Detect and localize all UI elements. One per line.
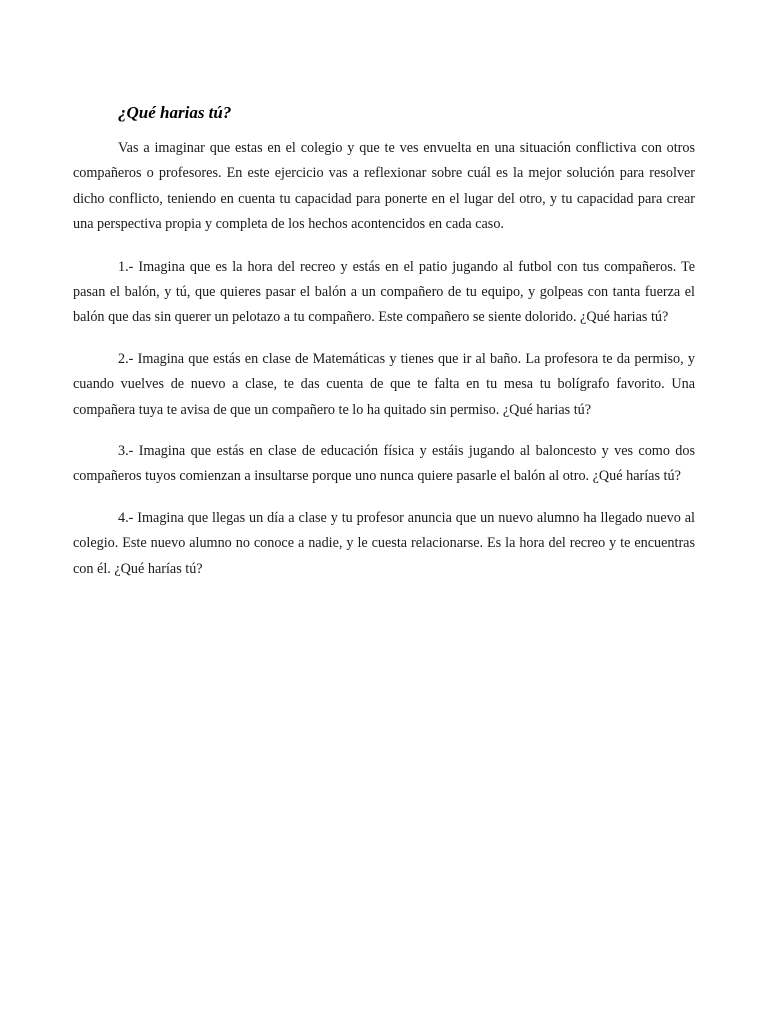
intro-paragraph: Vas a imaginar que estas en el colegio y que te ves envuelta en una situación conflictiva con otros compañeros o profesores. En este ejercicio vas a reflexionar sobre cuál es la mejor solución para resolver dicho conflicto, teniendo en cuenta tu capacidad para ponerte en el lugar del otro, y tu capacidad para crear una perspectiva propia y completa de los hechos acontencidos en cada caso. [73, 140, 695, 233]
question-4-paragraph: 4.- Imagina que llegas un día a clase y tu profesor anuncia que un nuevo alumno ha llegado nuevo al colegio. Este nuevo alumno no conoce a nadie, y le cuesta relacionarse. Es la hora del recreo y te encuentras con él. ¿Qué harías tú? [73, 509, 695, 577]
document-title: ¿Qué harias tú? [118, 103, 232, 122]
question-3-paragraph: 3.- Imagina que estás en clase de educación física y estáis jugando al baloncesto y ves como dos compañeros tuyos comienzan a insultarse porque uno nunca quiere pasarle el balón al otro. ¿Qué harías tú? [73, 443, 695, 485]
question-2-paragraph: 2.- Imagina que estás en clase de Matemáticas y tienes que ir al baño. La profesora te da permiso, y cuando vuelves de nuevo a clase, te das cuenta de que te falta en tu mesa tu bolígrafo favorito. Una compañera tuya te avisa de que un compañero te lo ha quitado sin permiso. ¿Qué harias tú? [73, 350, 695, 418]
question-1-paragraph: 1.- Imagina que es la hora del recreo y estás en el patio jugando al futbol con tus compañeros. Te pasan el balón, y tú, que quieres pasar el balón a un compañero de tu equipo, y golpeas con tanta fuerza el balón que das sin querer un pelotazo a tu compañero. Este compañero se siente dolorido. ¿Qué harias tú? [73, 258, 695, 326]
